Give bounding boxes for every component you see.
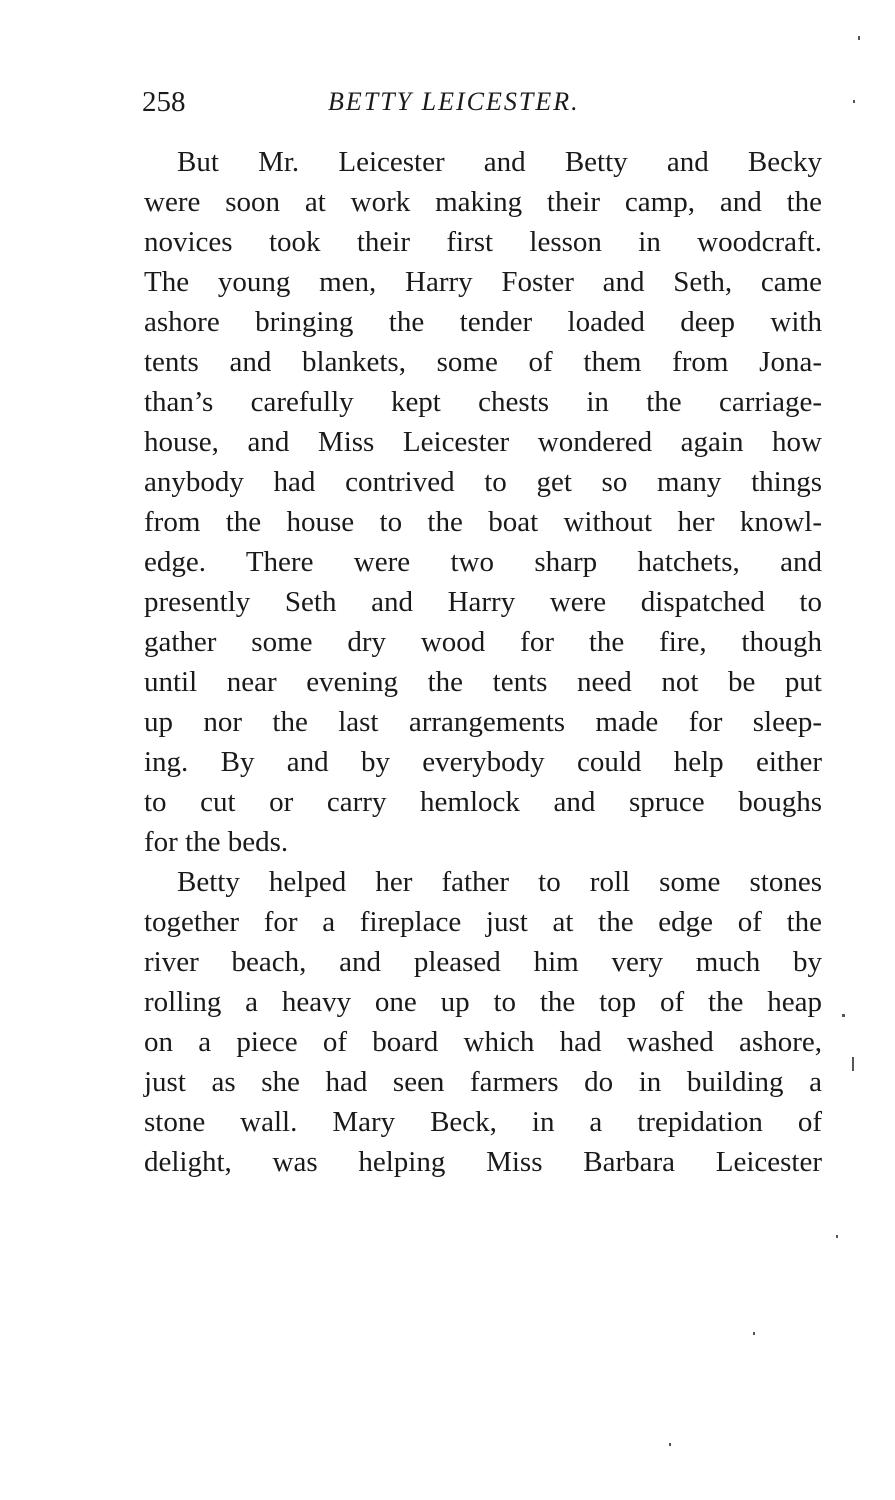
scan-speck bbox=[836, 1235, 838, 1238]
scan-speck bbox=[858, 36, 860, 40]
text-line: just as she had seen farmers do in building a bbox=[144, 1066, 822, 1098]
text-line: up nor the last arrangements made for sleep- bbox=[144, 706, 822, 738]
text-line: were soon at work making their camp, and the bbox=[144, 186, 822, 218]
text-line: delight, was helping Miss Barbara Leicester bbox=[144, 1146, 822, 1178]
text-line: on a piece of board which had washed ashore, bbox=[144, 1026, 822, 1058]
text-line: presently Seth and Harry were dispatched to bbox=[144, 586, 822, 618]
text-line: edge. There were two sharp hatchets, and bbox=[144, 546, 822, 578]
page-header bbox=[142, 82, 822, 122]
text-line: together for a fireplace just at the edge of the bbox=[144, 906, 822, 938]
scan-speck bbox=[842, 1014, 845, 1017]
text-line: Betty helped her father to roll some stones bbox=[177, 866, 822, 898]
text-line: from the house to the boat without her knowl- bbox=[144, 506, 822, 538]
text-line: novices took their first lesson in woodcraft. bbox=[144, 226, 822, 258]
text-line: The young men, Harry Foster and Seth, came bbox=[144, 266, 822, 298]
text-line: stone wall. Mary Beck, in a trepidation of bbox=[144, 1106, 822, 1138]
text-line: tents and blankets, some of them from Jona- bbox=[144, 346, 822, 378]
scan-speck bbox=[753, 1332, 755, 1335]
text-line: river beach, and pleased him very much by bbox=[144, 946, 822, 978]
scan-speck bbox=[852, 1057, 854, 1071]
text-line: ing. By and by everybody could help either bbox=[144, 746, 822, 778]
text-line: to cut or carry hemlock and spruce boughs bbox=[144, 786, 822, 818]
scan-speck bbox=[669, 1443, 671, 1446]
text-line: for the beds. bbox=[144, 826, 289, 858]
scan-speck bbox=[853, 100, 855, 103]
text-line: rolling a heavy one up to the top of the heap bbox=[144, 986, 822, 1018]
text-line: gather some dry wood for the fire, though bbox=[144, 626, 822, 658]
running-title: BETTY LEICESTER. bbox=[328, 87, 580, 116]
text-line: than’s carefully kept chests in the carriage- bbox=[144, 386, 822, 418]
text-line: house, and Miss Leicester wondered again how bbox=[144, 426, 822, 458]
text-line: until near evening the tents need not be put bbox=[144, 666, 822, 698]
text-line: anybody had contrived to get so many things bbox=[144, 466, 822, 498]
text-line: But Mr. Leicester and Betty and Becky bbox=[177, 146, 822, 178]
page-number: 258 bbox=[142, 86, 186, 118]
text-line: ashore bringing the tender loaded deep with bbox=[144, 306, 822, 338]
